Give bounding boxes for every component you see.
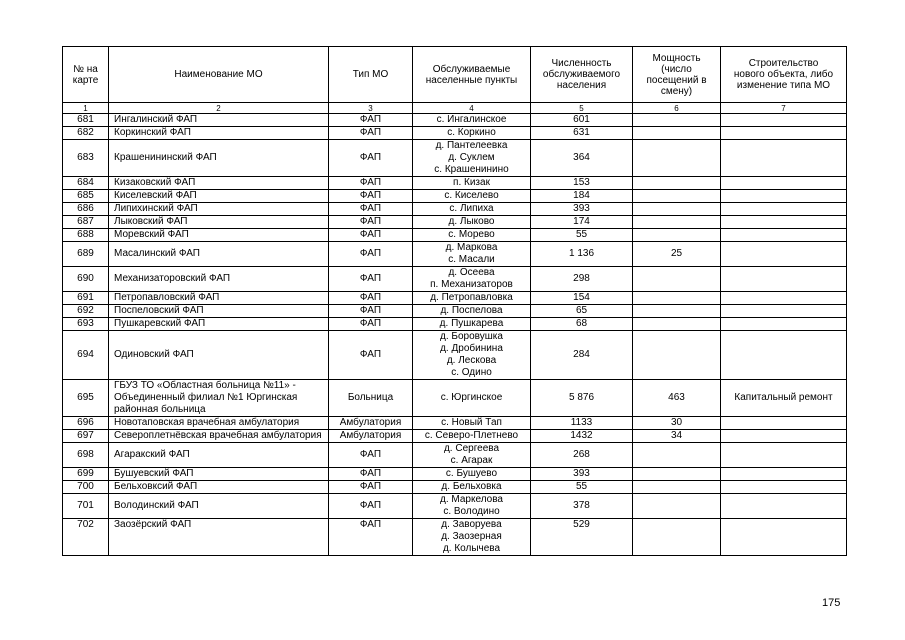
row-facility-name: Новотаповская врачебная амбулатория bbox=[109, 417, 329, 430]
row-population: 174 bbox=[531, 216, 633, 229]
row-capacity bbox=[633, 127, 721, 140]
row-construction bbox=[721, 229, 847, 242]
row-facility-type: Больница bbox=[329, 380, 413, 417]
row-construction bbox=[721, 203, 847, 216]
row-facility-name: Кизаковский ФАП bbox=[109, 177, 329, 190]
row-map-number: 692 bbox=[63, 305, 109, 318]
row-map-number: 693 bbox=[63, 318, 109, 331]
header-map-number: № на карте bbox=[63, 47, 109, 103]
table-row bbox=[63, 140, 847, 177]
row-population: 68 bbox=[531, 318, 633, 331]
row-map-number: 682 bbox=[63, 127, 109, 140]
row-population: 5 876 bbox=[531, 380, 633, 417]
table-row bbox=[63, 318, 847, 331]
row-map-number: 695 bbox=[63, 380, 109, 417]
row-population: 184 bbox=[531, 190, 633, 203]
row-population: 393 bbox=[531, 203, 633, 216]
row-map-number: 688 bbox=[63, 229, 109, 242]
row-facility-type: ФАП bbox=[329, 203, 413, 216]
row-capacity: 30 bbox=[633, 417, 721, 430]
row-population: 393 bbox=[531, 468, 633, 481]
row-map-number: 697 bbox=[63, 430, 109, 443]
header-capacity: Мощность (число посещений в смену) bbox=[633, 47, 721, 103]
row-facility-name: Бушуевский ФАП bbox=[109, 468, 329, 481]
column-index: 6 bbox=[633, 103, 721, 114]
row-capacity bbox=[633, 177, 721, 190]
row-population: 65 bbox=[531, 305, 633, 318]
row-facility-type: ФАП bbox=[329, 216, 413, 229]
row-construction bbox=[721, 318, 847, 331]
row-served-settlements: с. Киселево bbox=[413, 190, 531, 203]
row-construction bbox=[721, 443, 847, 468]
row-capacity bbox=[633, 318, 721, 331]
row-facility-name: Североплетнёвская врачебная амбулатория bbox=[109, 430, 329, 443]
header-row bbox=[63, 47, 847, 103]
row-facility-type: ФАП bbox=[329, 242, 413, 267]
row-facility-type: ФАП bbox=[329, 267, 413, 292]
row-served-settlements: д. Заворуева д. Заозерная д. Колычева bbox=[413, 519, 531, 556]
row-served-settlements: с. Липиха bbox=[413, 203, 531, 216]
row-served-settlements: с. Морево bbox=[413, 229, 531, 242]
row-construction bbox=[721, 292, 847, 305]
row-construction bbox=[721, 331, 847, 380]
row-facility-type: ФАП bbox=[329, 140, 413, 177]
row-facility-name: Поспеловский ФАП bbox=[109, 305, 329, 318]
row-facility-name: Механизаторовский ФАП bbox=[109, 267, 329, 292]
row-map-number: 684 bbox=[63, 177, 109, 190]
row-served-settlements: с. Ингалинское bbox=[413, 114, 531, 127]
row-capacity bbox=[633, 494, 721, 519]
row-served-settlements: с. Бушуево bbox=[413, 468, 531, 481]
row-construction bbox=[721, 242, 847, 267]
row-served-settlements: д. Бельховка bbox=[413, 481, 531, 494]
row-facility-name: Одиновский ФАП bbox=[109, 331, 329, 380]
row-construction bbox=[721, 481, 847, 494]
row-capacity bbox=[633, 519, 721, 556]
row-population: 55 bbox=[531, 481, 633, 494]
row-served-settlements: д. Пушкарева bbox=[413, 318, 531, 331]
row-population: 601 bbox=[531, 114, 633, 127]
row-capacity bbox=[633, 216, 721, 229]
row-construction bbox=[721, 216, 847, 229]
row-facility-name: Коркинский ФАП bbox=[109, 127, 329, 140]
row-facility-type: ФАП bbox=[329, 190, 413, 203]
row-map-number: 694 bbox=[63, 331, 109, 380]
row-capacity: 25 bbox=[633, 242, 721, 267]
row-map-number: 689 bbox=[63, 242, 109, 267]
row-facility-name: Заозёрский ФАП bbox=[109, 519, 329, 556]
row-served-settlements: с. Новый Тап bbox=[413, 417, 531, 430]
header-population: Численность обслуживаемого населения bbox=[531, 47, 633, 103]
column-index: 3 bbox=[329, 103, 413, 114]
row-construction bbox=[721, 494, 847, 519]
row-facility-type: ФАП bbox=[329, 519, 413, 556]
row-population: 1133 bbox=[531, 417, 633, 430]
row-facility-name: Пушкаревский ФАП bbox=[109, 318, 329, 331]
row-facility-type: ФАП bbox=[329, 229, 413, 242]
row-facility-name: Киселевский ФАП bbox=[109, 190, 329, 203]
column-index: 5 bbox=[531, 103, 633, 114]
row-population: 364 bbox=[531, 140, 633, 177]
row-population: 268 bbox=[531, 443, 633, 468]
row-facility-name: Лыковский ФАП bbox=[109, 216, 329, 229]
row-served-settlements: д. Поспелова bbox=[413, 305, 531, 318]
row-population: 55 bbox=[531, 229, 633, 242]
row-facility-name: Петропавловский ФАП bbox=[109, 292, 329, 305]
row-capacity bbox=[633, 203, 721, 216]
row-map-number: 690 bbox=[63, 267, 109, 292]
row-facility-type: ФАП bbox=[329, 177, 413, 190]
row-population: 1 136 bbox=[531, 242, 633, 267]
row-population: 298 bbox=[531, 267, 633, 292]
table-row bbox=[63, 267, 847, 292]
header-construction: Строительство нового объекта, либо изменение типа МО bbox=[721, 47, 847, 103]
row-construction bbox=[721, 177, 847, 190]
table-row bbox=[63, 331, 847, 380]
row-map-number: 701 bbox=[63, 494, 109, 519]
table-row bbox=[63, 114, 847, 127]
table-row bbox=[63, 443, 847, 468]
row-facility-type: ФАП bbox=[329, 494, 413, 519]
row-map-number: 702 bbox=[63, 519, 109, 556]
row-map-number: 687 bbox=[63, 216, 109, 229]
row-construction: Капитальный ремонт bbox=[721, 380, 847, 417]
row-map-number: 699 bbox=[63, 468, 109, 481]
row-served-settlements: д. Пантелеевка д. Суклем с. Крашенинино bbox=[413, 140, 531, 177]
table-row bbox=[63, 430, 847, 443]
row-construction bbox=[721, 190, 847, 203]
row-construction bbox=[721, 430, 847, 443]
row-map-number: 683 bbox=[63, 140, 109, 177]
table-row bbox=[63, 216, 847, 229]
row-served-settlements: д. Маркелова с. Володино bbox=[413, 494, 531, 519]
row-facility-type: ФАП bbox=[329, 468, 413, 481]
row-served-settlements: с. Юргинское bbox=[413, 380, 531, 417]
column-index: 4 bbox=[413, 103, 531, 114]
row-served-settlements: п. Кизак bbox=[413, 177, 531, 190]
table-row bbox=[63, 203, 847, 216]
header-facility-type: Тип МО bbox=[329, 47, 413, 103]
row-served-settlements: д. Лыково bbox=[413, 216, 531, 229]
row-facility-type: Амбулатория bbox=[329, 417, 413, 430]
table-row bbox=[63, 127, 847, 140]
row-population: 1432 bbox=[531, 430, 633, 443]
row-facility-name: Крашенининский ФАП bbox=[109, 140, 329, 177]
row-map-number: 696 bbox=[63, 417, 109, 430]
row-facility-type: ФАП bbox=[329, 114, 413, 127]
row-population: 153 bbox=[531, 177, 633, 190]
header-facility-name: Наименование МО bbox=[109, 47, 329, 103]
row-served-settlements: д. Боровушка д. Дробинина д. Лескова с. Одино bbox=[413, 331, 531, 380]
column-index: 1 bbox=[63, 103, 109, 114]
row-served-settlements: с. Коркино bbox=[413, 127, 531, 140]
table-row bbox=[63, 229, 847, 242]
row-map-number: 685 bbox=[63, 190, 109, 203]
row-construction bbox=[721, 468, 847, 481]
medical-facilities-table bbox=[62, 46, 847, 556]
table-row bbox=[63, 481, 847, 494]
row-facility-type: ФАП bbox=[329, 305, 413, 318]
row-facility-name: ГБУЗ ТО «Областная больница №11» - Объединенный филиал №1 Юргинская районная больница bbox=[109, 380, 329, 417]
row-facility-type: ФАП bbox=[329, 443, 413, 468]
row-map-number: 686 bbox=[63, 203, 109, 216]
table-row bbox=[63, 177, 847, 190]
row-capacity bbox=[633, 229, 721, 242]
table-row bbox=[63, 380, 847, 417]
row-served-settlements: д. Петропавловка bbox=[413, 292, 531, 305]
column-index: 2 bbox=[109, 103, 329, 114]
row-facility-type: ФАП bbox=[329, 481, 413, 494]
row-served-settlements: д. Маркова с. Масали bbox=[413, 242, 531, 267]
table-row bbox=[63, 292, 847, 305]
row-facility-name: Ингалинский ФАП bbox=[109, 114, 329, 127]
row-capacity: 34 bbox=[633, 430, 721, 443]
column-index-row bbox=[63, 103, 847, 114]
page-number: 175 bbox=[822, 597, 841, 609]
header-served-settlements: Обслуживаемые населенные пункты bbox=[413, 47, 531, 103]
row-facility-type: ФАП bbox=[329, 331, 413, 380]
row-population: 154 bbox=[531, 292, 633, 305]
row-construction bbox=[721, 127, 847, 140]
row-construction bbox=[721, 267, 847, 292]
row-map-number: 681 bbox=[63, 114, 109, 127]
row-served-settlements: с. Северо-Плетнево bbox=[413, 430, 531, 443]
row-population: 529 bbox=[531, 519, 633, 556]
row-facility-type: ФАП bbox=[329, 318, 413, 331]
row-map-number: 698 bbox=[63, 443, 109, 468]
row-map-number: 700 bbox=[63, 481, 109, 494]
table-row bbox=[63, 305, 847, 318]
row-capacity bbox=[633, 267, 721, 292]
row-facility-type: ФАП bbox=[329, 127, 413, 140]
row-facility-name: Масалинский ФАП bbox=[109, 242, 329, 267]
row-capacity bbox=[633, 292, 721, 305]
row-capacity bbox=[633, 481, 721, 494]
row-capacity bbox=[633, 331, 721, 380]
table-row bbox=[63, 519, 847, 556]
table-row bbox=[63, 417, 847, 430]
row-construction bbox=[721, 140, 847, 177]
table-body bbox=[63, 114, 847, 556]
column-index: 7 bbox=[721, 103, 847, 114]
table-row bbox=[63, 494, 847, 519]
row-population: 284 bbox=[531, 331, 633, 380]
row-population: 378 bbox=[531, 494, 633, 519]
row-capacity bbox=[633, 114, 721, 127]
table-row bbox=[63, 190, 847, 203]
row-construction bbox=[721, 114, 847, 127]
row-capacity bbox=[633, 468, 721, 481]
row-construction bbox=[721, 305, 847, 318]
row-served-settlements: д. Сергеева с. Агарак bbox=[413, 443, 531, 468]
row-facility-name: Агаракский ФАП bbox=[109, 443, 329, 468]
table-row bbox=[63, 468, 847, 481]
row-facility-name: Липихинский ФАП bbox=[109, 203, 329, 216]
row-facility-type: Амбулатория bbox=[329, 430, 413, 443]
row-served-settlements: д. Осеева п. Механизаторов bbox=[413, 267, 531, 292]
table-row bbox=[63, 242, 847, 267]
row-capacity bbox=[633, 190, 721, 203]
row-facility-name: Бельховксий ФАП bbox=[109, 481, 329, 494]
row-facility-name: Володинский ФАП bbox=[109, 494, 329, 519]
row-facility-type: ФАП bbox=[329, 292, 413, 305]
row-capacity bbox=[633, 305, 721, 318]
row-map-number: 691 bbox=[63, 292, 109, 305]
row-facility-name: Моревский ФАП bbox=[109, 229, 329, 242]
row-construction bbox=[721, 519, 847, 556]
row-capacity bbox=[633, 443, 721, 468]
row-population: 631 bbox=[531, 127, 633, 140]
row-capacity: 463 bbox=[633, 380, 721, 417]
row-construction bbox=[721, 417, 847, 430]
row-capacity bbox=[633, 140, 721, 177]
